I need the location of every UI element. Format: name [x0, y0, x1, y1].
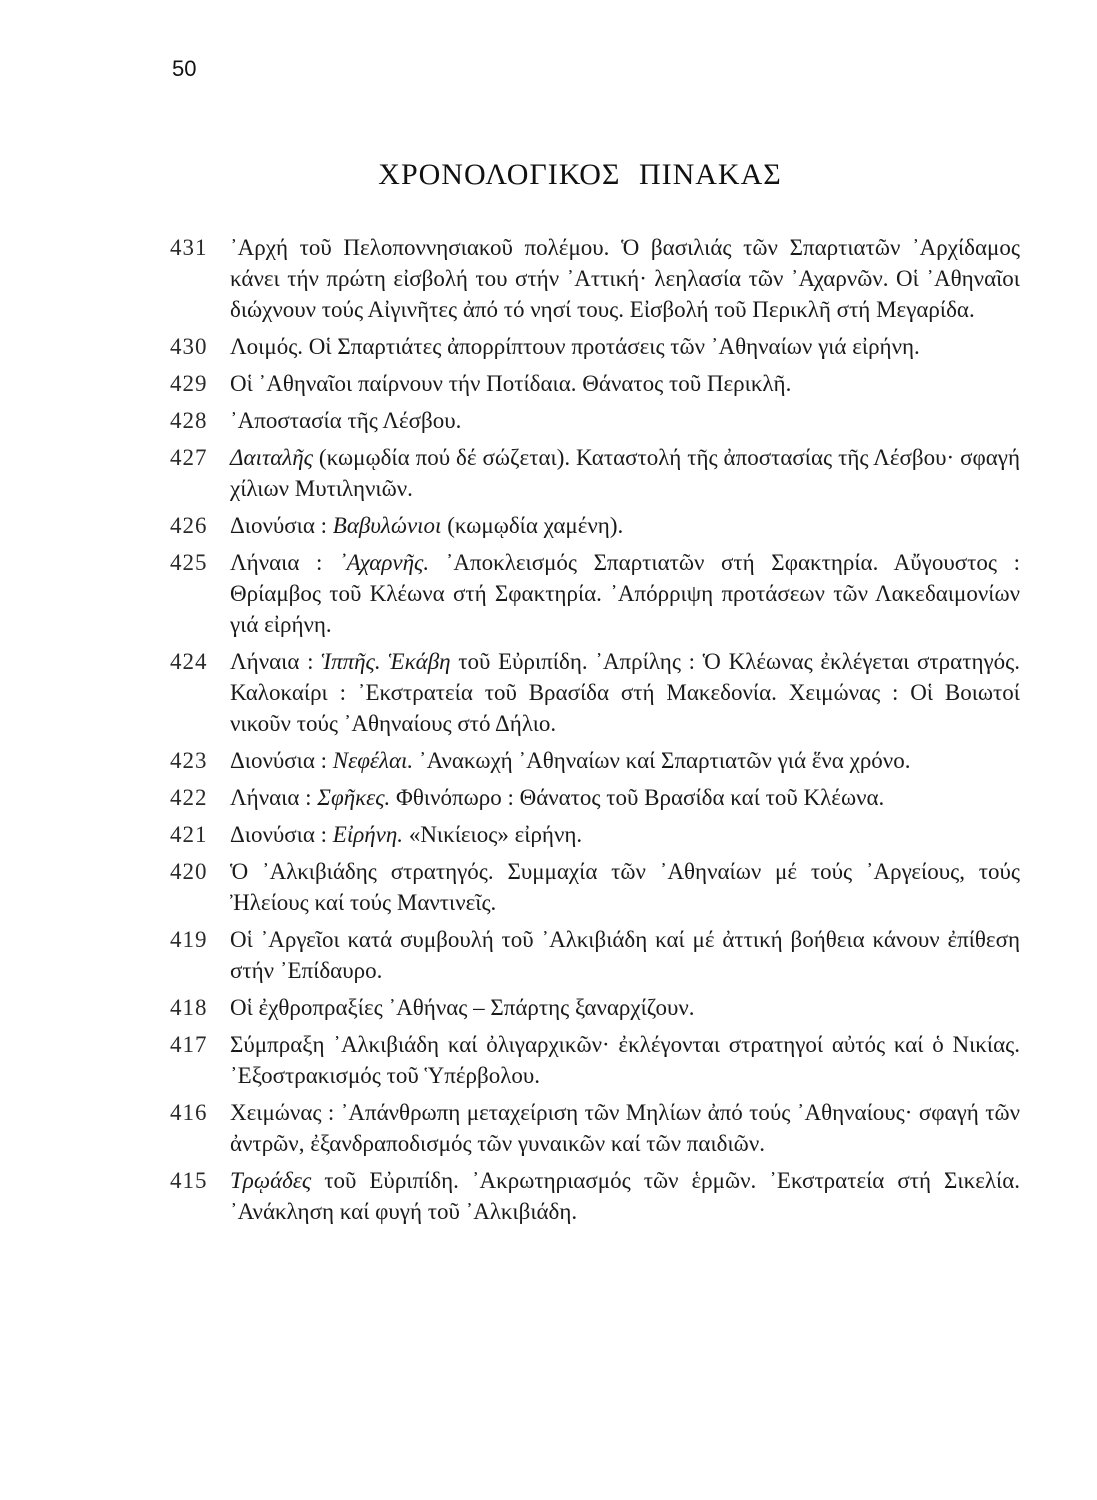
entry-title-italic: Τρῳάδες — [230, 1168, 312, 1193]
entry-text-segment: (κωμῳδία πού δέ σώζεται). Καταστολή τῆς ἀποστασίας τῆς Λέσβου· σφαγή χίλιων Μυτιληνιῶν. — [230, 445, 1020, 501]
entry-text — [230, 1029, 1020, 1091]
entry-text-segment: ᾿Αρχή τοῦ Πελοποννησιακοῦ πολέμου. Ὁ βασιλιάς τῶν Σπαρτιατῶν ᾿Αρχίδαμος κάνει τήν πρώτη εἰσβολή του στήν ᾿Αττική· λεηλασία τῶν ᾿Αχαρνῶν. Οἱ ᾿Αθηναῖοι διώχνουν τούς Αἰγινῆτες ἀπό τό νησί τους. Εἰσβολή τοῦ Περικλῆ στή Μεγαρίδα. — [230, 235, 1020, 322]
chronology-entry — [170, 442, 1020, 504]
chronology-entry — [170, 992, 1020, 1023]
entry-text — [230, 924, 1020, 986]
entry-text — [230, 368, 1020, 399]
entry-text — [230, 745, 1020, 776]
entry-year: 425 — [170, 550, 208, 575]
entry-year: 419 — [170, 927, 208, 952]
chronology-entry — [170, 331, 1020, 362]
entry-title-italic: Σφῆκες. — [317, 785, 391, 810]
entry-text-segment: ᾿Ανακωχή ᾿Αθηναίων καί Σπαρτιατῶν γιά ἕνα χρόνο. — [413, 748, 911, 773]
entry-text — [230, 442, 1020, 504]
entry-text — [230, 510, 1020, 541]
entry-text-segment: ᾿Αποκλεισμός Σπαρτιατῶν στή Σφακτηρία. Αὔγουστος : Θρίαμβος τοῦ Κλέωνα στή Σφακτηρία. ᾿Απόρριψη προτάσεων τῶν Λακεδαιμονίων γιά εἰρήνη. — [230, 550, 1020, 637]
entry-text-segment: Διονύσια : — [230, 822, 333, 847]
entry-year: 424 — [170, 649, 208, 674]
entry-year: 418 — [170, 995, 208, 1020]
entry-title-italic: Νεφέλαι. — [332, 748, 414, 773]
entry-title-italic: Ἱππῆς. Ἑκάβη — [321, 649, 451, 674]
chronology-entry — [170, 924, 1020, 986]
entry-title-italic: ᾿Αχαρνῆς. — [339, 550, 430, 575]
entry-year: 416 — [170, 1100, 208, 1125]
page-number: 50 — [172, 56, 197, 81]
entry-title-italic: Βαβυλώνιοι — [332, 513, 442, 538]
chronology-entry — [170, 405, 1020, 436]
chronology-entry — [170, 1165, 1020, 1227]
chronology-entry — [170, 819, 1020, 850]
chronology-entry — [170, 782, 1020, 813]
entry-text-segment: τοῦ Εὐριπίδη. ᾿Απρίλης : Ὁ Κλέωνας ἐκλέγεται στρατηγός. Καλοκαίρι : ᾿Εκστρατεία τοῦ Βρασίδα στή Μακεδονία. Χειμώνας : Οἱ Βοιωτοί νικοῦν τούς ᾿Αθηναίους στό Δήλιο. — [230, 649, 1020, 736]
entry-year: 420 — [170, 859, 208, 884]
entry-text-segment: «Νικίειος» εἰρήνη. — [403, 822, 583, 847]
entry-text-segment: Σύμπραξη ᾿Αλκιβιάδη καί ὀλιγαρχικῶν· ἐκλέγονται στρατηγοί αὐτός καί ὁ Νικίας. ᾿Εξοστρακισμός τοῦ Ὑπέρβολου. — [230, 1032, 1020, 1088]
entry-text-segment: Λήναια : — [230, 550, 339, 575]
entry-text — [230, 405, 1020, 436]
entry-text-segment: Διονύσια : — [230, 513, 333, 538]
entry-text — [230, 547, 1020, 640]
chronology-entry — [170, 856, 1020, 918]
entry-year: 429 — [170, 371, 208, 396]
entry-year: 431 — [170, 235, 208, 260]
chronology-entry — [170, 646, 1020, 739]
entry-text — [230, 1097, 1020, 1159]
entry-text-segment: Λοιμός. Οἱ Σπαρτιάτες ἀπορρίπτουν προτάσεις τῶν ᾿Αθηναίων γιά εἰρήνη. — [230, 334, 920, 359]
entry-text-segment: Λήναια : — [230, 649, 322, 674]
entry-text-segment: Οἱ ᾿Αργεῖοι κατά συμβουλή τοῦ ᾿Αλκιβιάδη καί μέ ἀττική βοήθεια κάνουν ἐπίθεση στήν ᾿Επίδαυρο. — [230, 927, 1020, 983]
entry-title-italic: Δαιταλῆς — [230, 445, 313, 470]
entry-year: 415 — [170, 1168, 208, 1193]
chronology-entry — [170, 745, 1020, 776]
chronology-table — [170, 232, 1020, 1233]
entry-text-segment: Φθινόπωρο : Θάνατος τοῦ Βρασίδα καί τοῦ Κλέωνα. — [390, 785, 885, 810]
chronology-entry — [170, 1029, 1020, 1091]
entry-year: 428 — [170, 408, 208, 433]
entry-text — [230, 819, 1020, 850]
entry-title-italic: Εἰρήνη. — [332, 822, 404, 847]
entry-text-segment: Λήναια : — [230, 785, 318, 810]
entry-text — [230, 1165, 1020, 1227]
entry-text-segment: (κωμῳδία χαμένη). — [441, 513, 624, 538]
entry-year: 421 — [170, 822, 208, 847]
entry-text — [230, 646, 1020, 739]
entry-text-segment: Ὁ ᾿Αλκιβιάδης στρατηγός. Συμμαχία τῶν ᾿Αθηναίων μέ τούς ᾿Αργείους, τούς Ἠλείους καί τούς Μαντινεῖς. — [230, 859, 1020, 915]
entry-year: 427 — [170, 445, 208, 470]
entry-text — [230, 992, 1020, 1023]
entry-text — [230, 782, 1020, 813]
chronology-entry — [170, 547, 1020, 640]
entry-year: 417 — [170, 1032, 208, 1057]
page-title: ΧΡΟΝΟΛΟΓΙΚΟΣ ΠΙΝΑΚΑΣ — [378, 158, 782, 191]
chronology-entry — [170, 1097, 1020, 1159]
chronology-entry — [170, 368, 1020, 399]
entry-text — [230, 856, 1020, 918]
chronology-entry — [170, 510, 1020, 541]
entry-text — [230, 331, 1020, 362]
entry-year: 426 — [170, 513, 208, 538]
entry-text-segment: Διονύσια : — [230, 748, 333, 773]
entry-text-segment: Οἱ ἐχθροπραξίες ᾿Αθήνας – Σπάρτης ξαναρχίζουν. — [230, 995, 695, 1020]
entry-text-segment: Οἱ ᾿Αθηναῖοι παίρνουν τήν Ποτίδαια. Θάνατος τοῦ Περικλῆ. — [230, 371, 792, 396]
entry-text-segment: Χειμώνας : ᾿Απάνθρωπη μεταχείριση τῶν Μηλίων ἀπό τούς ᾿Αθηναίους· σφαγή τῶν ἀντρῶν, ἐξανδραποδισμός τῶν γυναικῶν καί τῶν παιδιῶν. — [230, 1100, 1020, 1156]
entry-text-segment: τοῦ Εὐριπίδη. ᾿Ακρωτηριασμός τῶν ἑρμῶν. ᾿Εκστρατεία στή Σικελία. ᾿Ανάκληση καί φυγή τοῦ ᾿Αλκιβιάδη. — [230, 1168, 1020, 1224]
entry-text-segment: ᾿Αποστασία τῆς Λέσβου. — [230, 408, 462, 433]
chronology-entry — [170, 232, 1020, 325]
entry-year: 423 — [170, 748, 208, 773]
entry-text — [230, 232, 1020, 325]
entry-year: 430 — [170, 334, 208, 359]
entry-year: 422 — [170, 785, 208, 810]
